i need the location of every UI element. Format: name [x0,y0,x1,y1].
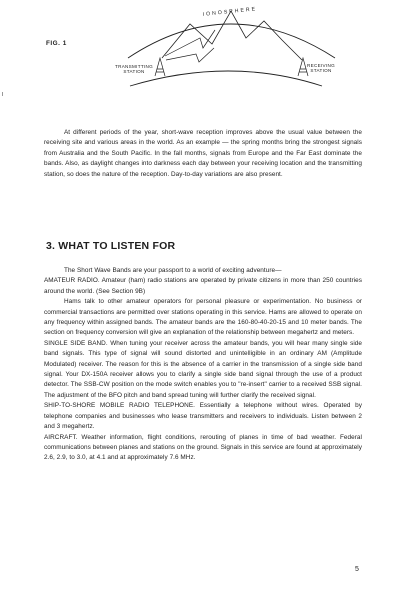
receiving-station-label: RECEIVING STATION [307,63,335,74]
body-paragraph: The Short Wave Bands are your passport to a world of exciting adventure— [64,267,282,274]
page-number: 5 [355,566,359,573]
body-paragraph: SINGLE SIDE BAND. When tuning your receiver across the amateur bands, you will hear many single side band signals. This type of signal will sound distorted and unintelligible in an ordinary AM (Amplitude Modulated) receiver. The reason for this is the absence of a carrier in the transmission of a single side band signal. Your DX-150A receiver allows you to clarify a single side band signal through the use of a product detector. The SSB-CW position on the mode switch enables you to "re-insert" carrier to a received SSB signal. The adjustment of the BFO pitch and band spread tuning will further clarify the received signal. [44,339,362,399]
signal-branch-1 [165,30,215,56]
intro-paragraph: At different periods of the year, short-wave reception improves above the usual value between the receiving site and various areas in the world. As an example — the spring months bring the strongest signals from Australia and the South Pacific. In the fall months, signals from Europe and the Far East dominate the bands. Also, as daylight changes into darkness each day between your receiving location and the transmitting station, so does the nature of the reception. Day-to-day variations are also present. [44,129,362,178]
figure-label: FIG. 1 [46,40,67,47]
ionosphere-diagram [0,0,400,100]
signal-branch-2 [166,48,214,62]
ionosphere-label: IONOSPHERE [202,6,258,18]
section-heading: 3. WHAT TO LISTEN FOR [46,240,176,252]
body-paragraph: SHIP-TO-SHORE MOBILE RADIO TELEPHONE. Essentially a telephone without wires. Operated by telephone companies and businesses who lease transmitters and receivers to individuals. Listen between 2 and 3 megahertz. [44,402,362,431]
body-paragraph: AMATEUR RADIO. Amateur (ham) radio stations are operated by private citizens in more than 250 countries around the world. (See Section 9B) [44,277,362,295]
body-paragraph: Hams talk to other amateur operators for personal pleasure or experimentation. No business or commercial transactions are permitted over stations operating in this service. Hams are allowed to operate on any frequency within assigned bands. The amateur bands are the 160-80-40-20-15 and 10 meter bands. The section on frequency conversion will give an explanation of the relationship between megahertz and meters. [44,298,362,337]
transmitting-station-label: TRANSMITTING STATION [114,64,154,75]
signal-zigzag [162,11,302,60]
body-paragraph: AIRCRAFT. Weather information, flight conditions, rerouting of planes in time of bad weather. Federal communications between planes and stations on the ground. Signals in this service are found at approximately 2.6, 2.9, to 3.0, at 4.1 and at approximately 7.6 MHz. [44,433,363,462]
ionosphere-arc [128,24,335,58]
section-body [44,266,362,464]
